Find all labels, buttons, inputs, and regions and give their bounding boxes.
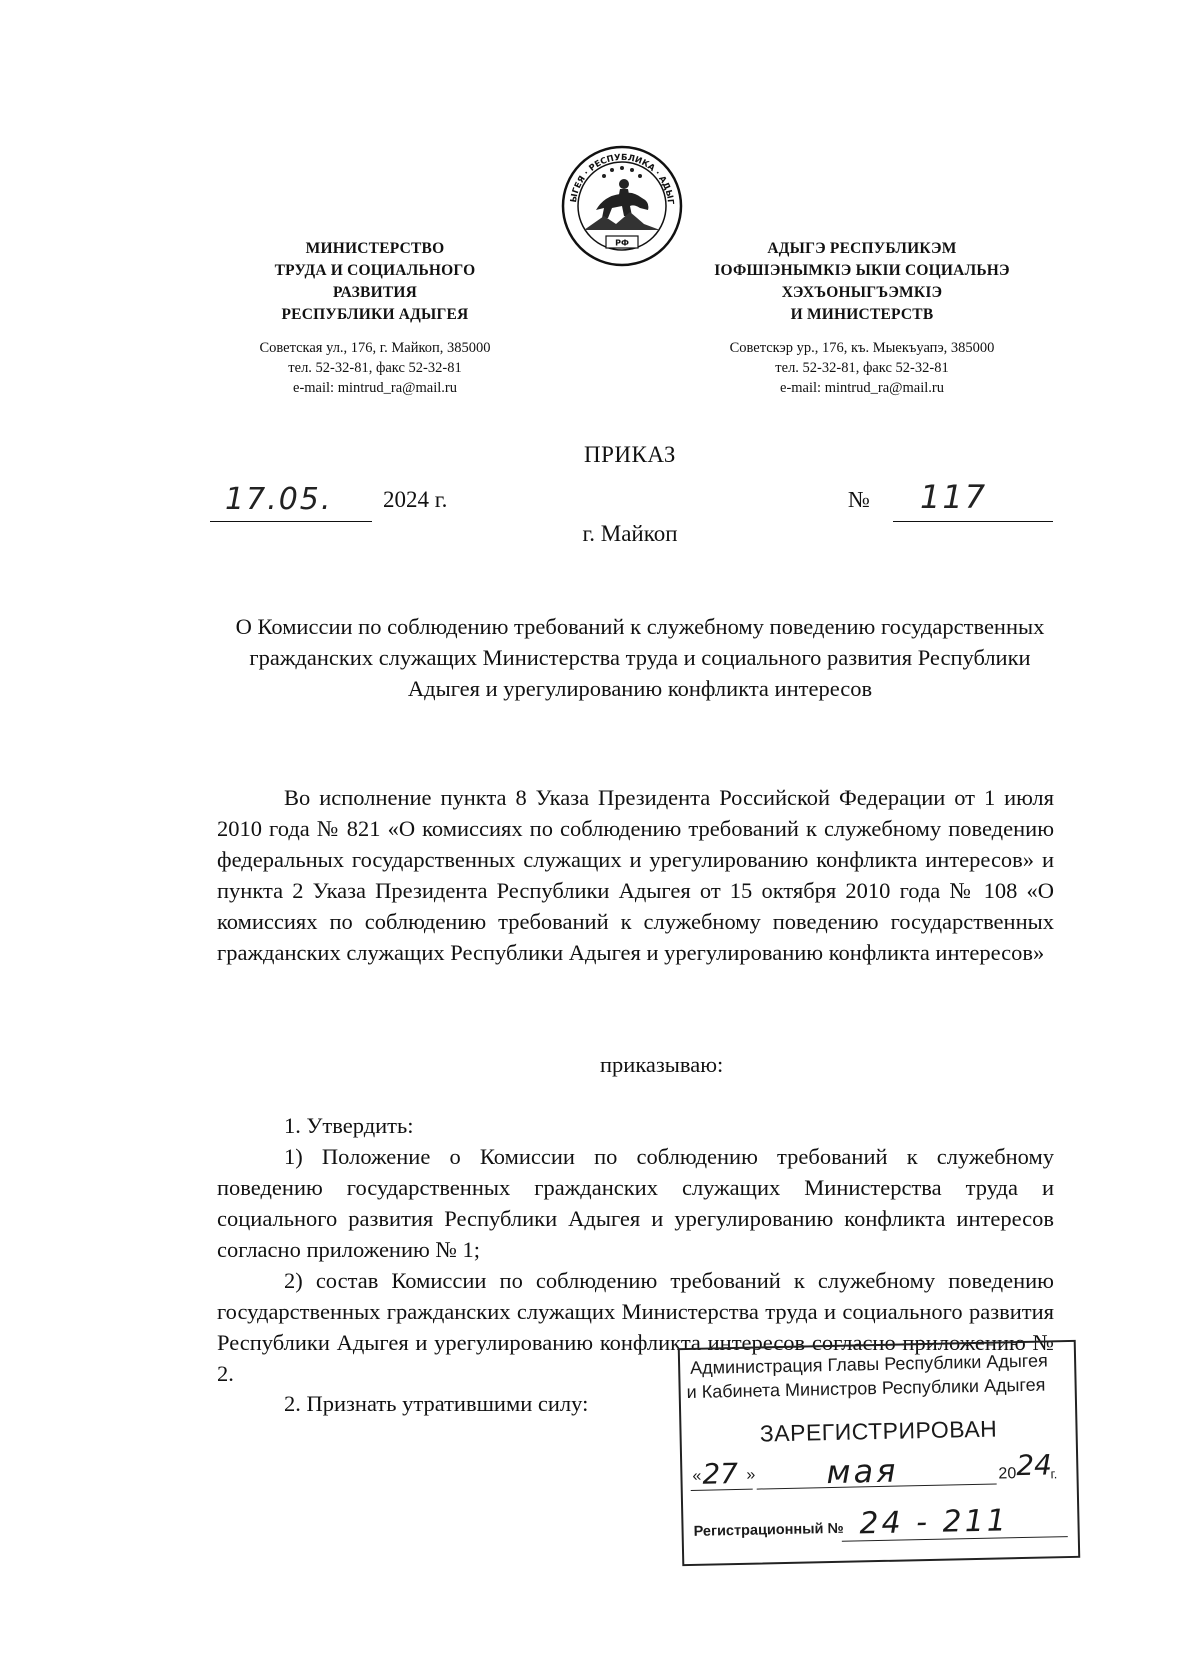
stamp-year-suffix: г.	[1050, 1466, 1058, 1482]
stamp-reg-label: Регистрационный №	[693, 1520, 844, 1540]
email: e-mail: mintrud_ra@mail.ru	[293, 380, 457, 396]
ministry-contacts-ru	[205, 338, 545, 398]
order-city: г. Майкоп	[582, 521, 678, 546]
ministry-line: АДЫГЭ РЕСПУБЛИКЭМ	[767, 240, 957, 257]
address: Советскэр ур., 176, къ. Мыекъуапэ, 385000	[729, 340, 995, 356]
republic-emblem-icon	[560, 144, 684, 268]
stamp-year-prefix: 20	[998, 1465, 1017, 1483]
document-title: ПРИКАЗ	[584, 442, 676, 467]
stamp-day-handwritten: 27	[702, 1456, 739, 1491]
ministry-line: IОФШIЭНЫМКIЭ ЫКIИ СОЦИАЛЬНЭ	[714, 262, 1010, 279]
preamble-paragraph: Во исполнение пункта 8 Указа Президента Российской Федерации от 1 июля 2010 года № 821 «О комиссиях по соблюдению требований к служебному поведению федеральных государственных служащих и урегулированию конфликта интересов» и пункта 2 Указа Президента Республики Адыгея от 15 октября 2010 года № 108 «О комиссиях по соблюдению требований к служебному поведению государственных гражданских служащих Республики Адыгея и урегулированию конфликта интересов»	[217, 785, 1054, 965]
order-subject: О Комиссии по соблюдению требований к служебному поведению государственных гражданских служащих Министерства труда и социального развития Республики Адыгея и урегулированию конфликта интересов	[235, 614, 1045, 701]
item-1: 1. Утвердить:	[284, 1113, 414, 1138]
ministry-line: И МИНИСТЕРСТВ	[790, 306, 934, 323]
emblem-ring-text: ЫГЕЯ · РЕСПУБЛИКА · АДЫГ	[569, 152, 676, 205]
phone: тел. 52-32-81, факс 52-32-81	[288, 360, 462, 376]
ministry-line: ТРУДА И СОЦИАЛЬНОГО	[274, 262, 476, 279]
stamp-line-2: и Кабинета Министров Республики Адыгея	[686, 1374, 1046, 1403]
stamp-open-quote: «	[692, 1467, 702, 1485]
order-number-handwritten: 117	[920, 478, 988, 516]
item-1-2: 2) состав Комиссии по соблюдению требований к служебному поведению государственных гражданских служащих Министерства труда и социального развития Республики Адыгея и урегулированию конфликта интересов согласно приложению № 2.	[217, 1268, 1054, 1386]
item-1-1: 1) Положение о Комиссии по соблюдению требований к служебному поведению государственных гражданских служащих Министерства труда и социального развития Республики Адыгея и урегулированию конфликта интересов согласно приложению № 1;	[217, 1144, 1054, 1262]
ministry-line: МИНИСТЕРСТВО	[305, 240, 445, 257]
stamp-month-handwritten: мая	[825, 1451, 899, 1492]
email: e-mail: mintrud_ra@mail.ru	[780, 380, 944, 396]
stamp-status: ЗАРЕГИСТРИРОВАН	[759, 1415, 998, 1447]
ministry-contacts-ady	[692, 338, 1032, 398]
phone: тел. 52-32-81, факс 52-32-81	[775, 360, 949, 376]
ministry-line: ХЭХЪОНЫГЪЭМКIЭ	[781, 284, 943, 301]
stamp-reg-row	[691, 1502, 1070, 1554]
order-word: приказываю:	[600, 1052, 724, 1077]
ministry-name-ady	[672, 238, 1052, 326]
stamp-day-underline	[691, 1489, 753, 1491]
stamp-line-1: Администрация Главы Республики Адыгея	[689, 1350, 1048, 1378]
ministry-line: РЕСПУБЛИКИ АДЫГЕЯ	[281, 306, 469, 323]
preamble-block	[217, 782, 1054, 968]
stamp-reg-number-handwritten: 24 - 211	[859, 1503, 1010, 1542]
order-number-label: №	[848, 487, 870, 512]
ministry-name-ru	[225, 238, 525, 326]
address: Советская ул., 176, г. Майкоп, 385000	[259, 340, 491, 356]
stamp-year-handwritten: 24	[1015, 1448, 1053, 1483]
ministry-line: РАЗВИТИЯ	[332, 284, 418, 301]
order-date-handwritten: 17.05.	[225, 482, 333, 517]
item-2: 2. Признать утратившими силу:	[284, 1391, 589, 1416]
registration-stamp	[678, 1340, 1080, 1566]
stamp-close-quote: »	[746, 1466, 756, 1484]
emblem-base-text: РФ	[615, 238, 629, 248]
order-year: 2024 г.	[383, 487, 448, 512]
stamp-date-row	[690, 1450, 1069, 1502]
